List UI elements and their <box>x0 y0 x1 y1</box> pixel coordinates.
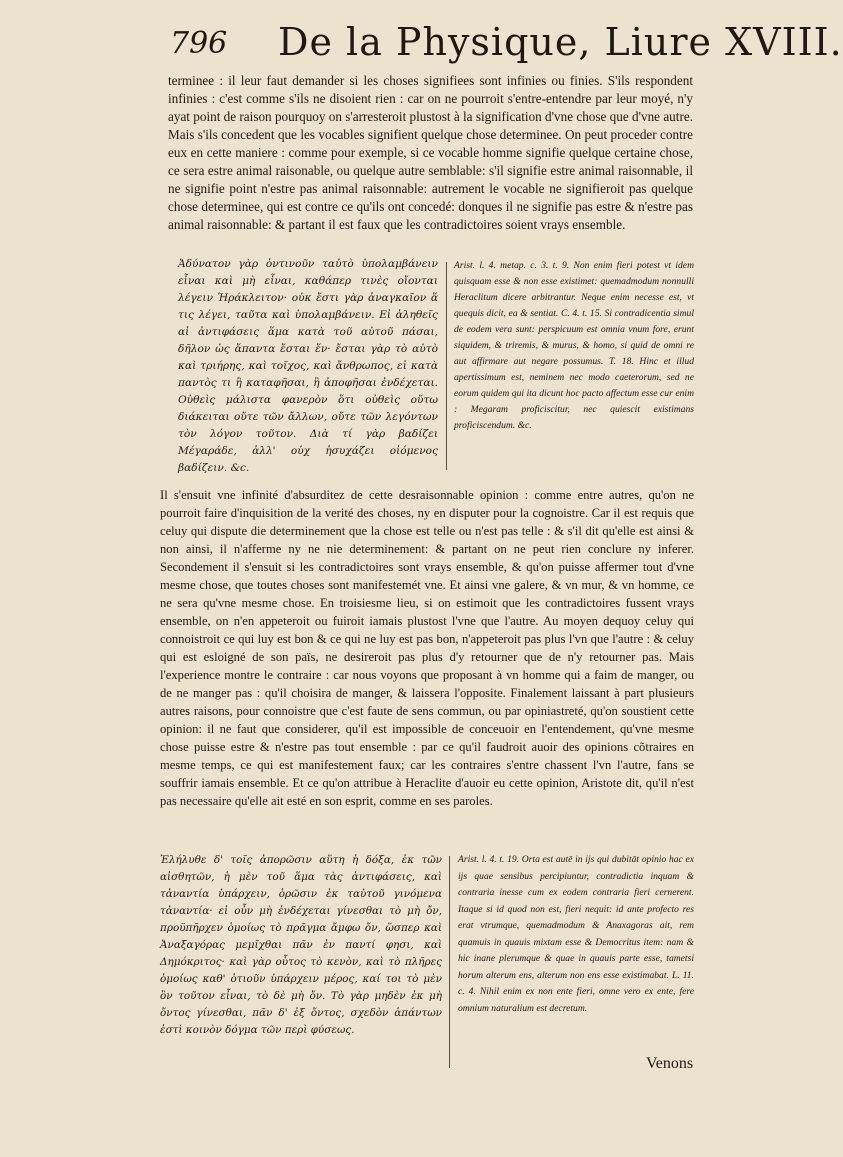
greek-quotation-1: Ἀδύνατον γὰρ ὁντινοῦν ταὐτὸ ὑπολαμβάνειν εἶναι καὶ μὴ εἶναι, καθάπερ τινὲς οἴονται λέγειν Ἡράκλειτον· οὐκ ἔστι γὰρ ἀναγκαῖον ἅ τις λέγει, ταῦτα καὶ ὑπολαμβάνειν. Εἰ ἀληθεῖς αἱ ἀντιφάσεις ἅμα κατὰ τοῦ αὐτοῦ πάσαι, δῆλον ὡς ἅπαντα ἔσται ἕν· ἔσται γὰρ τὸ αὐτὸ καὶ τριήρης, καὶ τοῖχος, καὶ ἄνθρωπος, εἰ κατὰ παντὸς τι ἢ καταφῆσαι, ἢ ἀποφῆσαι ἐνδέχεται. Οὐθεὶς μάλιστα φανερὸν ὅτι οὐθεὶς οὕτω διάκειται οὔτε τῶν ἄλλων, οὔτε τῶν λεγόντων τὸν λόγον τοῦτον. Διὰ τί γὰρ βαδίζει Μέγαράδε, ἀλλ' οὐχ ἡσυχάζει οἰόμενος βαδίζειν. &c. <box>178 258 438 474</box>
latin-note-2: Arist. l. 4. t. 19. Orta est autē in ijs qui dubitāt opinio hac ex ijs quae sensibus percipiuntur, contradictia inquam & contraria inesse cum ex eodem contraria fieri cernerent. Itaque si id quod non est, fieri nequit: id ante profecto res erat vtrumque, quemadmodum & Anaxagoras ait, rem quamuis in quauis mixtam esse & Democritus item: nam & hic inane plerumque & quae in quauis parte esse, tametsi horum alterum ens, alterum non ens esse existimabat. L. 11. c. 4. Nihil enim ex non ente fieri, omne vero ex ente, fere omnium naturalium est decretum. <box>458 854 694 1014</box>
latin-note-1: Arist. l. 4. metap. c. 3. t. 9. Non enim fieri potest vt idem quisquam esse & non esse existimet: quemadmodum nonnulli Heraclitum dicere arbitrantur. Neque enim necesse est, vt quequis dicit, ea & sentiat. C. 4. t. 15. Si contradicentia simul de eodem vera sunt: perspicuum est omnia vnum fore, erunt siquidem, & triremis, & murus, & homo, si quid de omni re aut affirmare aut negare possumus. T. 18. Hinc et illud apertissimum est, neminem nec modo caeterorum, sed ne eorum quidem qui ita dicunt hoc pacto affectum esse cur enim : Megaram proficiscitur, nec quiescit existimans proficiscendum. &c. <box>454 260 694 431</box>
greek-quotation-2: Ἐλήλυθε δ' τοῖς ἀπορῶσιν αὕτη ἡ δόξα, ἐκ τῶν αἰσθητῶν, ἡ μὲν τοῦ ἅμα τὰς ἀντιφάσεις, καὶ τἀναντία ὑπάρχειν, ὁρῶσιν ἐκ ταὐτοῦ γινόμενα τἀναντία· εἰ οὖν μὴ ἐνδέχεται γίνεσθαι τὸ μὴ ὄν, προϋπῆρχεν ὁμοίως τὸ πρᾶγμα ἄμφω ὄν, ὥσπερ καὶ Ἀναξαγόρας μεμῖχθαι πᾶν ἐν παντί φησι, καὶ Δημόκριτος· καὶ γὰρ οὗτος τὸ κενὸν, καὶ τὸ πλῆρες ὁμοίως καθ' ὁτιοῦν ὑπάρχειν μέρος, καί τοι τὸ μὲν ὂν τοῦτον εἶναι, τὸ δὲ μὴ ὄν. Τὸ γὰρ μηδὲν ἐκ μὴ ὄντος γίνεσθαι, πᾶν δ' ἐξ ὄντος, σχεδὸν ἁπάντων ἐστὶ κοινὸν δόγμα τῶν περὶ φύσεως. <box>160 854 442 1036</box>
paragraph-1: terminee : il leur faut demander si les choses signifiees sont infinies ou finies. S'ils respondent infinies : c'est comme s'ils ne disoient rien : car on ne pourroit s'entre-entendre par leur moyé, n'y ayat point de raison pourquoy on s'arresteroit plustost à la signification d'vne chose que d'vne autre. Mais s'ils concedent que les vocables signifient quelque chose determinee. On peut proceder contre eux en cette maniere : comme pour exemple, si ce vocable homme signifie quelque certaine chose, ce sera estre animal raisonable, ou quelque autre semblable: s'il signifie estre animal raisonnable, il ne signifie point n'estre pas animal raisonnable: autrement le vocable ne signifieroit pas quelque chose determinee, qui est contre ce qu'ils ont concedé: donques il ne signifie pas estre & n'estre pas animal raisonnable: & partant il est faux que les contradictoires soient vrays ensemble. <box>168 73 693 232</box>
running-title: De la Physique, Liure XVIII. <box>278 20 843 64</box>
running-header <box>170 20 843 70</box>
paragraph-2: Il s'ensuit vne infinité d'absurditez de cette desraisonnable opinion : comme entre autres, qu'on ne pourroit faire d'inquisition de la verité des choses, ny en disputer pour la cognoistre. Car il est requis que celuy qui dispute die determinement que la chose est telle ou n'est pas telle : & s'il dit qu'elle est ainsi & non ainsi, il n'afferme ny ne nie determinement: & partant on ne peut rien conclure ny inferer. Secondement il s'ensuit si les contradictoires sont vrays ensemble, & qu'on puisse affermer tout d'vne mesme chose, que toutes choses sont manifestemét vne. Et ainsi vne galere, & vn mur, & vn homme, ce ne sera qu'vne mesme chose. En troisiesme lieu, si on estimoit que les contradictoires fussent vrays ensemble, on n'en appeteroit ou fuiroit iamais plustost l'vne que l'autre. Au moyen dequoy celuy qui connoistroit ce qui luy est bon & ce qui ne luy est pas bon, n'appeteroit pas plus l'vn que l'autre : & celuy qui est esloigné de son païs, ne desireroit pas plus d'y retourner que de n'y retourner pas. Mais l'experience montre le contraire : car nous voyons que proposant à vn homme qui a faim de manger, ou de ne manger pas : qu'il choisira de manger, & laissera l'opposite. Finalement laissant à part plusieurs autres raisons, pour connoistre que c'est faute de sens commun, ou par opiniastreté, qu'on soustient cette opinion: il ne faut que considerer, qu'il est impossible de conceuoir en l'entendement, qu'vne mesme chose puisse estre & n'estre pas tout ensemble : par ce qu'il faudroit auoir des opinions cõtraires en mesme temps, ce qui est manifestement faux; car les contraires s'entre chassent l'vn l'autre, fans se souffrir iamais ensemble. Et ce qu'on attribue à Heraclite d'auoir eu cette opinion, Aristote dit, qu'il n'est pas necessaire qu'elle ait esté en son esprit, comme en ses paroles. <box>160 488 694 808</box>
column-divider-2 <box>449 856 450 1068</box>
column-divider-1 <box>446 262 447 470</box>
page-number: 796 <box>170 26 228 61</box>
catchword: Venons <box>646 1055 694 1072</box>
